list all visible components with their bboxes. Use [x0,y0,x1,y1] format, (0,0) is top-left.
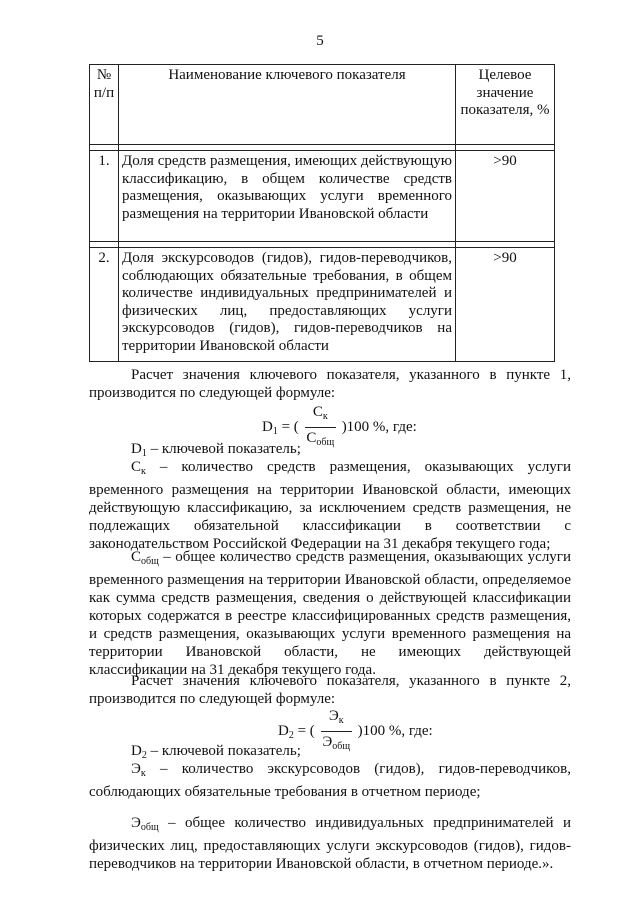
page-number: 5 [316,33,324,49]
header-num: № п/п [90,65,119,145]
formula2-intro: Расчет значения ключевого показателя, указанного в пункте 2, производится по следующей формуле: [89,673,571,707]
header-target: Целевое значение показателя, % [456,65,555,145]
row-num: 1. [90,151,119,242]
formula2: $D_2$ = ( $\frac{Э_к}{Э_{общ}}$ )100 %, где: [278,708,433,755]
formula1-def-d1: $D_1$ – ключевой показатель; [131,441,301,459]
row-name: Доля средств размещения, имеющих действующую классификацию, в общем количестве средств размещения, оказывающих услуги временного размещения на территории Ивановской области [119,151,456,242]
formula1-def-cobsh: $С_{общ}$ – общее количество средств размещения, оказывающих услуги временного размещения на территории Ивановской области, определяемое как сумма средств размещения, сведения о действующей классификации которых содержатся в реестре классифицированных средств размещения, и средств размещения, оказывающих услуги временного размещения на территории Ивановской области, не имеющих действующей классификации на 31 декабря текущего года. [89,549,571,678]
row-name: Доля экскурсоводов (гидов), гидов-переводчиков, соблюдающих обязательные требования, в общем количестве индивидуальных предпринимателей и физических лиц, предоставляющих услуги экскурсоводов (гидов), гидов-переводчиков на территории Ивановской области [119,248,456,362]
table-row [90,151,555,242]
formula2-def-eobsh: $Э_{общ}$ – общее количество индивидуальных предпринимателей и физических лиц, предоставляющих услуги экскурсоводов (гидов), гидов-переводчиков на территории Ивановской области, в отчетном периоде.». [89,815,571,872]
formula2-def-ek: $Э_к$ – количество экскурсоводов (гидов), гидов-переводчиков, соблюдающих обязательные требования в отчетном периоде; [89,761,571,800]
row-target: >90 [456,151,555,242]
formula1-intro: Расчет значения ключевого показателя, указанного в пункте 1, производится по следующей формуле: [89,367,571,401]
header-name: Наименование ключевого показателя [119,65,456,145]
formula1-fraction: $\frac{С_к}{С_{общ}}$ [306,404,335,448]
row-target: >90 [456,248,555,362]
formula1: $D_1$ = ( $\frac{С_к}{С_{общ}}$ )100 %, где: [262,404,417,451]
table-header-row [90,65,555,145]
formula2-def-d2: $D_2$ – ключевой показатель; [131,743,301,761]
row-num: 2. [90,248,119,362]
formula2-fraction: $\frac{Э_к}{Э_{общ}}$ [322,708,351,752]
table-row [90,248,555,362]
formula1-def-ck: $С_к$ – количество средств размещения, оказывающих услуги временного размещения на территории Ивановской области, имеющих действующую классификацию, за исключением средств размещения, не подлежащих обязательной классификации в соответствии с законодательством Российской Федерации на 31 декабря текущего года; [89,459,571,552]
kpi-table [89,64,555,362]
